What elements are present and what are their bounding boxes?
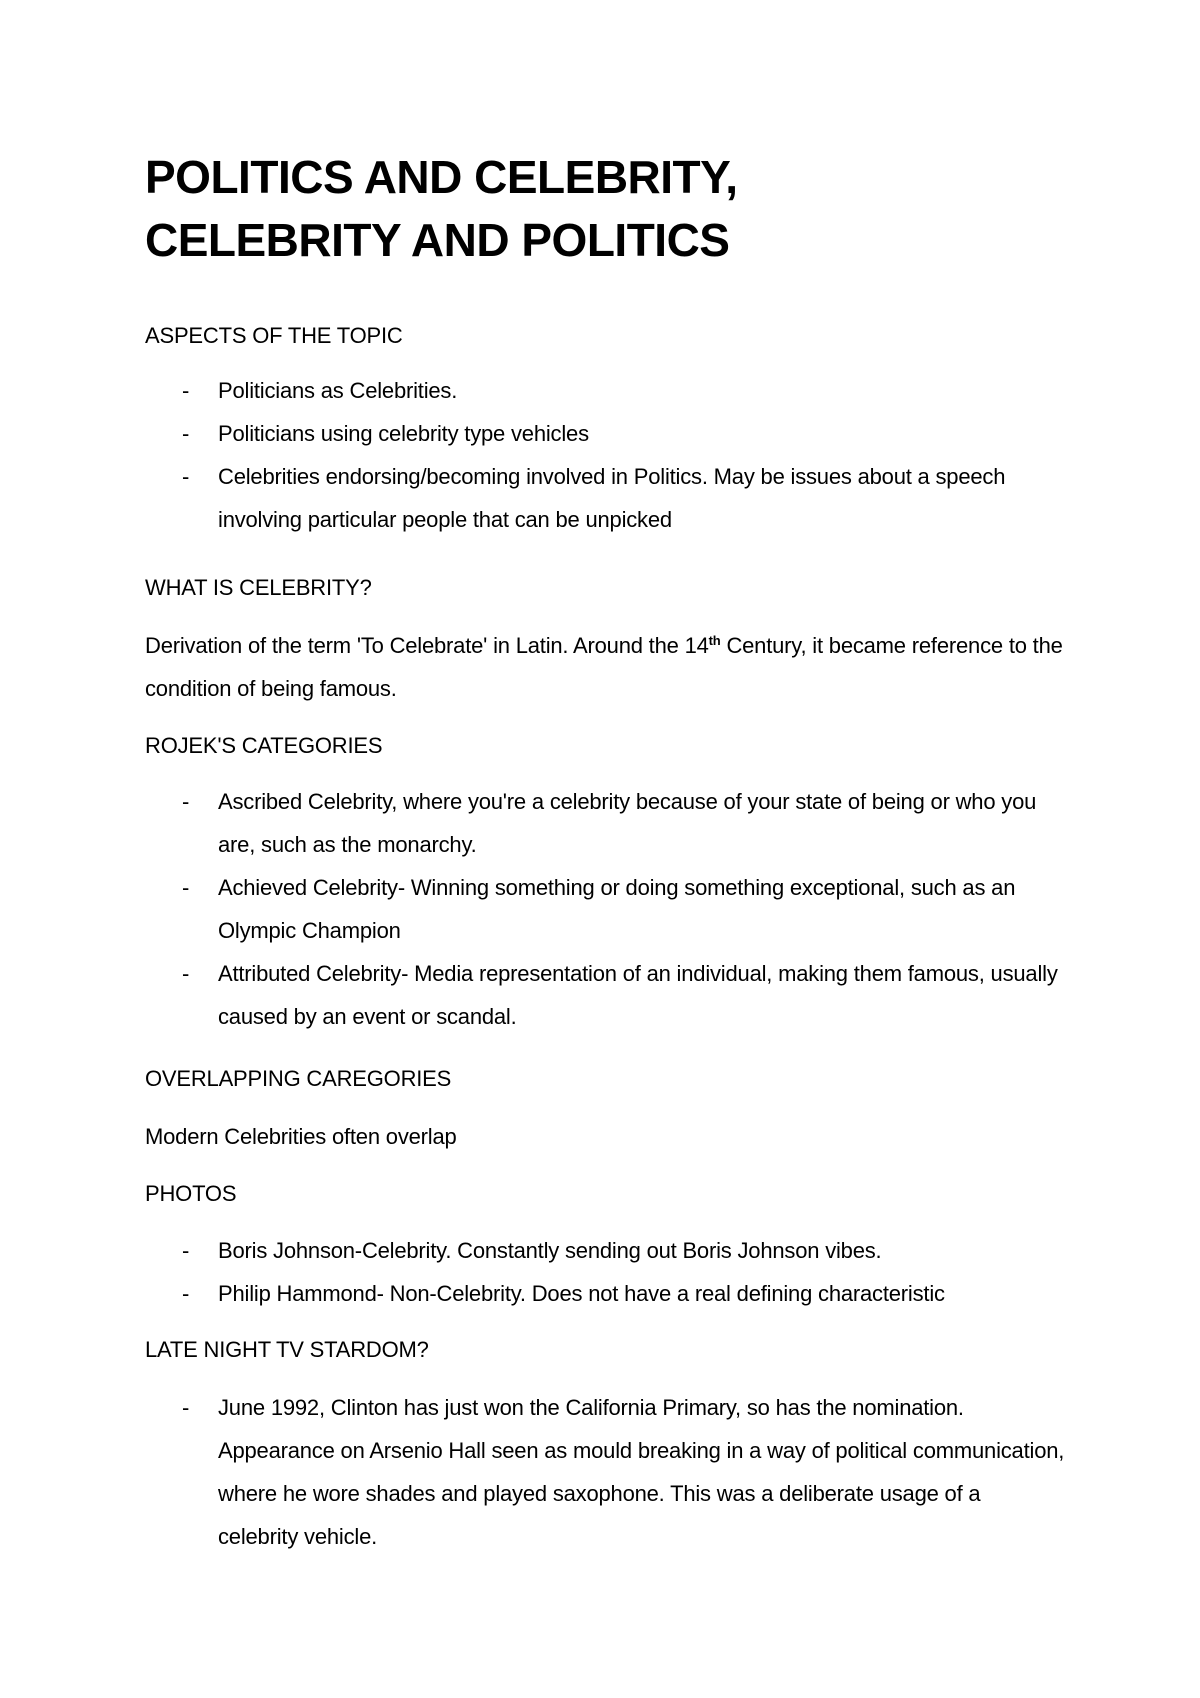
section-late-night: [145, 1328, 1065, 1371]
late-night-list-wrap: [145, 1386, 1065, 1558]
dash-bullet: -: [182, 961, 190, 986]
overlapping-paragraph-wrap: [145, 1115, 1065, 1158]
dash-bullet: -: [182, 464, 190, 489]
photos-list-wrap: [145, 1229, 1065, 1315]
list-item: [145, 866, 1065, 952]
list-item-text: Achieved Celebrity- Winning something or doing something exceptional, such as an Olympic Champion: [218, 875, 1016, 943]
list-item: [145, 412, 1065, 455]
aspects-list-wrap: [145, 369, 1065, 541]
dash-bullet: -: [182, 789, 190, 814]
section-heading-aspects: ASPECTS OF THE TOPIC: [145, 323, 403, 348]
photos-list: [145, 1229, 1065, 1315]
list-item-text: Politicians as Celebrities.: [218, 378, 458, 403]
list-item-text: Attributed Celebrity- Media representation of an individual, making them famous, usually caused by an event or scandal.: [218, 961, 1058, 1029]
paragraph-text-end: Century, it became reference to the condition of being famous.: [145, 633, 1063, 701]
list-item: [145, 952, 1065, 1038]
dash-bullet: -: [182, 378, 190, 403]
list-item-text: Ascribed Celebrity, where you're a celebrity because of your state of being or who you are, such as the monarchy.: [218, 789, 1037, 857]
section-overlapping: [145, 1057, 1065, 1100]
rojek-list-wrap: [145, 780, 1065, 1038]
list-item-text: June 1992, Clinton has just won the California Primary, so has the nomination. Appearance on Arsenio Hall seen as mould breaking in a way of political communication, where he wore shades and played saxophone. This was a deliberate usage of a celebrity vehicle.: [218, 1395, 1065, 1549]
document-title: [145, 146, 738, 272]
dash-bullet: -: [182, 1281, 190, 1306]
section-heading-rojek: ROJEK'S CATEGORIES: [145, 733, 383, 758]
list-item-text: Celebrities endorsing/becoming involved in Politics. May be issues about a speech involving particular people that can be unpicked: [218, 464, 1006, 532]
list-item: [145, 1229, 1065, 1272]
title-line-1: POLITICS AND CELEBRITY,: [145, 151, 738, 203]
list-item-text: Boris Johnson-Celebrity. Constantly sending out Boris Johnson vibes.: [218, 1238, 882, 1263]
dash-bullet: -: [182, 875, 190, 900]
section-heading-photos: PHOTOS: [145, 1181, 237, 1206]
aspects-list: [145, 369, 1065, 541]
section-heading-overlapping: OVERLAPPING CAREGORIES: [145, 1066, 452, 1091]
document-page: [145, 0, 1065, 1698]
section-heading-what-is: WHAT IS CELEBRITY?: [145, 575, 372, 600]
list-item-text: Philip Hammond- Non-Celebrity. Does not have a real defining characteristic: [218, 1281, 945, 1306]
section-aspects: [145, 314, 1065, 357]
what-is-paragraph: [145, 624, 1065, 710]
section-what-is: [145, 566, 1065, 609]
rojek-list: [145, 780, 1065, 1038]
list-item: [145, 369, 1065, 412]
overlapping-paragraph: Modern Celebrities often overlap: [145, 1124, 457, 1149]
section-heading-late-night: LATE NIGHT TV STARDOM?: [145, 1337, 429, 1362]
list-item-text: Politicians using celebrity type vehicles: [218, 421, 589, 446]
section-photos: [145, 1172, 1065, 1215]
list-item: [145, 455, 1065, 541]
ordinal-superscript: th: [708, 633, 721, 648]
list-item: [145, 780, 1065, 866]
dash-bullet: -: [182, 1238, 190, 1263]
section-rojek: [145, 724, 1065, 767]
late-night-list: [145, 1386, 1065, 1558]
list-item: [145, 1386, 1065, 1558]
list-item: [145, 1272, 1065, 1315]
dash-bullet: -: [182, 421, 190, 446]
dash-bullet: -: [182, 1395, 190, 1420]
paragraph-text-start: Derivation of the term 'To Celebrate' in Latin. Around the 14: [145, 633, 709, 658]
title-line-2: CELEBRITY AND POLITICS: [145, 214, 730, 266]
what-is-paragraph-wrap: [145, 624, 1065, 710]
